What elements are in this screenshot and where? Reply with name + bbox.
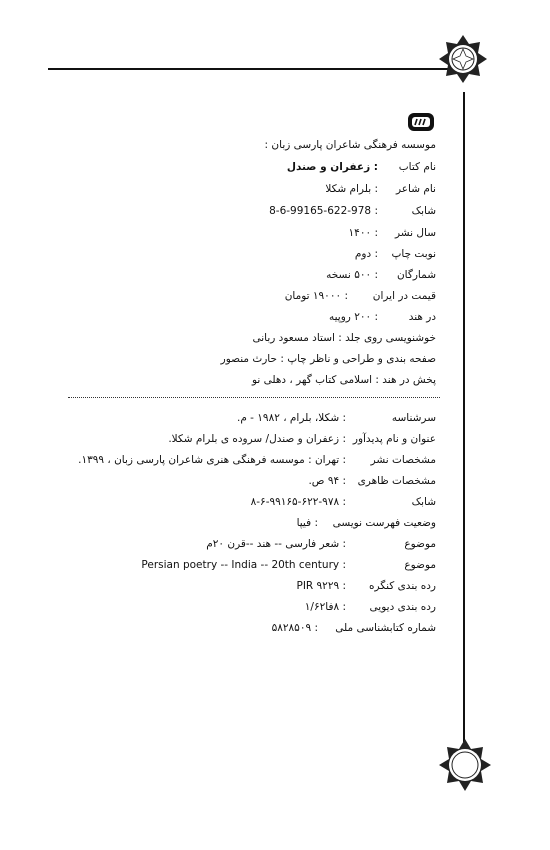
- info-value: : ۱۴۰۰: [348, 227, 378, 239]
- catalog-row: [296, 516, 436, 530]
- info-value: : دوم: [354, 248, 378, 260]
- info-label: سال نشر: [394, 227, 436, 239]
- info-value: : زعفران و صندل: [286, 161, 378, 173]
- catalog-row: [250, 495, 436, 509]
- top-rule: [48, 68, 452, 70]
- catalog-value: : تهران : موسسه فرهنگی هنری شاعران پارسی زبان ، ۱۳۹۹.: [78, 454, 346, 466]
- credit-distribution: پخش در هند : اسلامی کتاب گهر ، دهلی نو: [251, 374, 436, 386]
- catalog-label: رده بندی دیویی: [369, 601, 436, 613]
- catalog-label: مشخصات نشر: [370, 454, 436, 466]
- info-row-circulation: [326, 268, 436, 282]
- info-label: نام شاعر: [395, 183, 436, 195]
- catalog-value: : Persian poetry -- India -- 20th century: [141, 559, 346, 571]
- info-label: قیمت در ایران: [372, 290, 436, 302]
- publisher-name: موسسه فرهنگی شاعران پارسی زبان :: [264, 139, 436, 151]
- catalog-row: [206, 537, 436, 551]
- catalog-label: شابک: [411, 496, 436, 508]
- catalog-label: موضوع: [404, 559, 436, 571]
- credit-calligraphy: خوشنویسی روی جلد : استاد مسعود ربانی: [252, 332, 436, 344]
- info-row-title: [286, 160, 436, 174]
- catalog-label: موضوع: [404, 538, 436, 550]
- info-label: شمارگان: [396, 269, 436, 281]
- catalog-value: : زعفران و صندل/ سروده ی بلرام شکلا.: [168, 433, 346, 445]
- info-row-edition: [354, 247, 437, 261]
- catalog-label: سرشناسه: [391, 412, 436, 424]
- info-row-isbn: [269, 204, 436, 218]
- catalog-value: : ۸فا۱/۶۲: [304, 601, 346, 613]
- catalog-row: [271, 621, 436, 635]
- catalog-row: [236, 411, 436, 425]
- info-row-price-iran: [284, 289, 436, 303]
- credit-layout: صفحه بندی و طراحی و ناظر چاپ : حارث منصور: [220, 353, 436, 365]
- catalog-value: : PIR ۹۲۲۹: [296, 580, 346, 592]
- catalog-label: عنوان و نام پدیدآور: [352, 433, 436, 445]
- info-value: : ۵۰۰ نسخه: [326, 269, 378, 281]
- catalog-value: : فیپا: [296, 517, 318, 529]
- side-rule: [463, 92, 465, 742]
- catalog-row: [296, 579, 436, 593]
- dotted-divider: [68, 397, 440, 398]
- catalog-value: : ۹۴ ص.: [308, 475, 346, 487]
- catalog-value: : شعر فارسی -- هند --قرن ۲۰م: [206, 538, 346, 550]
- info-label: نام کتاب: [398, 161, 436, 173]
- catalog-row: [78, 453, 436, 467]
- catalog-label: شماره کتابشناسی ملی: [335, 622, 436, 634]
- catalog-row: [168, 432, 436, 446]
- info-value: : ۱۹۰۰۰ تومان: [284, 290, 348, 302]
- info-label: نوبت چاپ: [391, 248, 436, 260]
- catalog-value: : ۸-۶-۹۹۱۶۵-۶۲۲-۹۷۸: [250, 496, 346, 508]
- info-row-price-india: [328, 310, 436, 324]
- info-row-year: [348, 226, 436, 240]
- info-value: : 8-6-99165-622-978: [269, 205, 378, 217]
- catalog-row: [308, 474, 436, 488]
- catalog-value: : شکلا، بلرام ، ۱۹۸۲ - م.: [236, 412, 346, 424]
- catalog-row: [304, 600, 436, 614]
- info-value: : ۲۰۰ روپیه: [328, 311, 378, 323]
- info-label: در هند: [408, 311, 436, 323]
- rosette-ornament-icon: [438, 738, 492, 792]
- rosette-ornament-icon: [438, 34, 488, 84]
- catalog-value: : ۵۸۲۸۵۰۹: [271, 622, 318, 634]
- publisher-logo-icon: [407, 112, 435, 132]
- info-value: : بلرام شکلا: [325, 183, 378, 195]
- catalog-row: [141, 558, 436, 572]
- catalog-label: مشخصات ظاهری: [357, 475, 436, 487]
- info-row-poet: [325, 182, 436, 196]
- catalog-label: رده بندی کنگره: [368, 580, 436, 592]
- info-label: شابک: [411, 205, 436, 217]
- catalog-label: وضعیت فهرست نویسی: [332, 517, 436, 529]
